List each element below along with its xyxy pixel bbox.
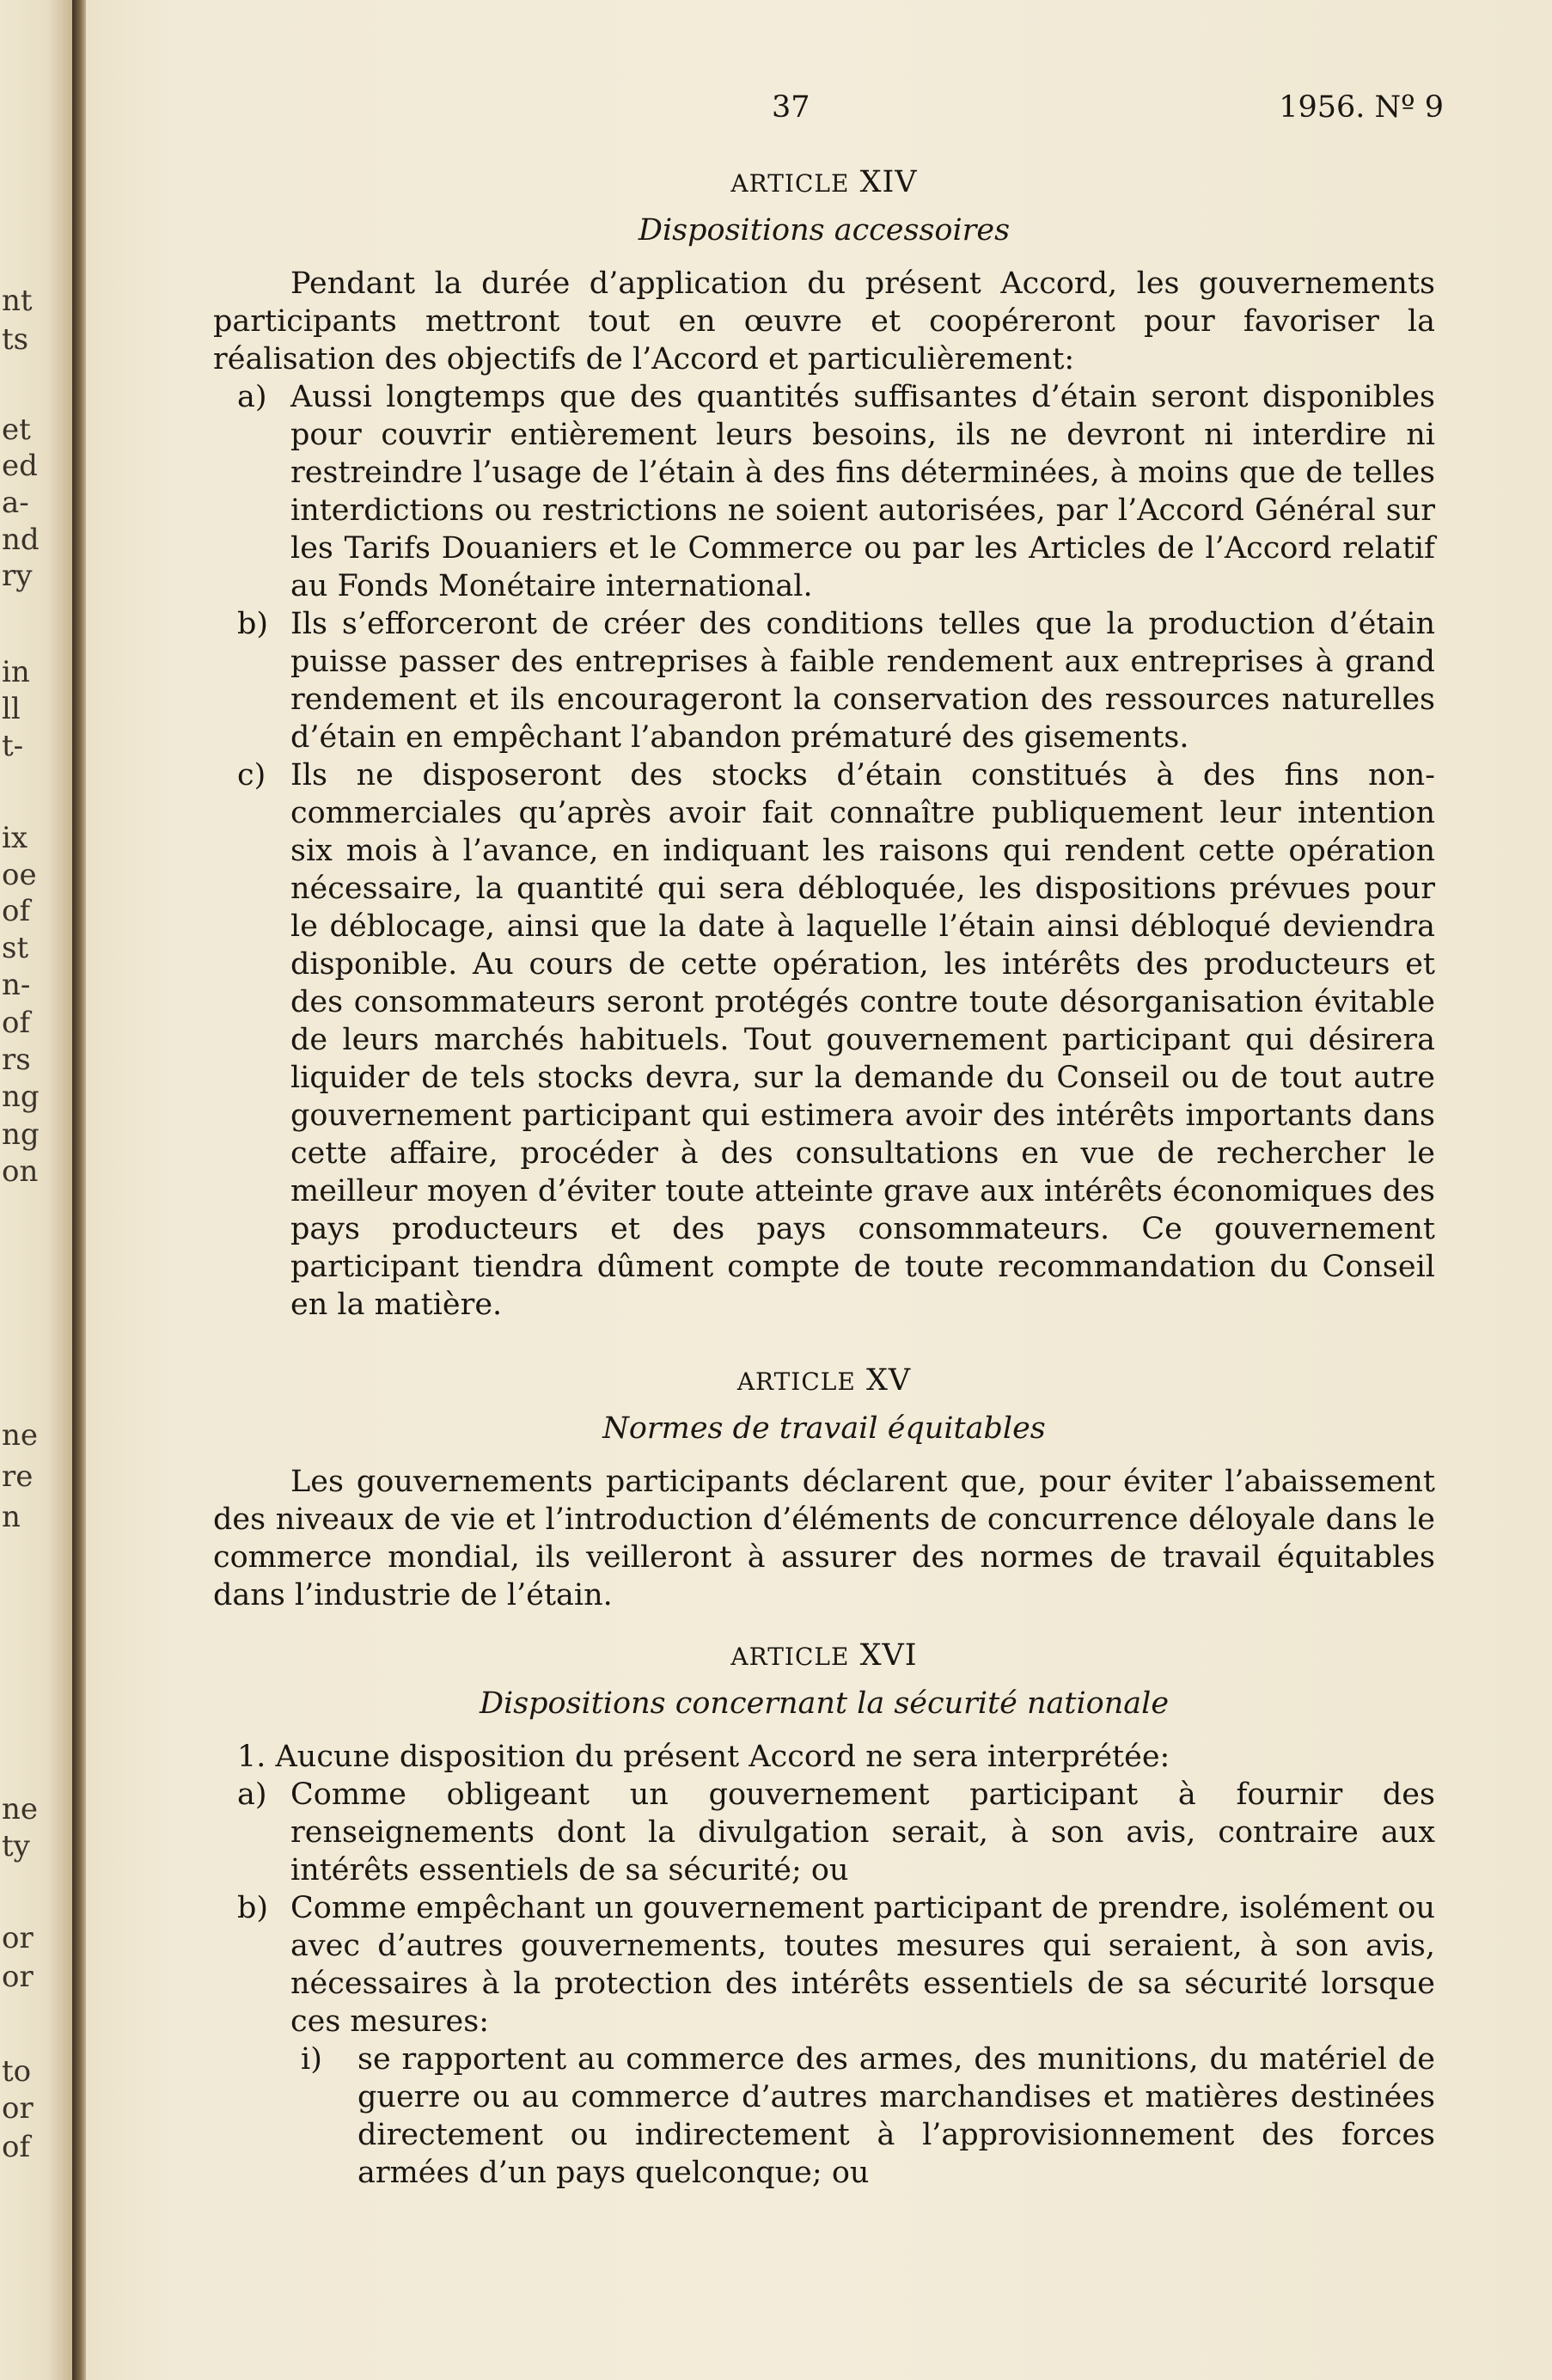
article-number: XV: [865, 1363, 912, 1398]
item-text: Ils ne disposeront des stocks d’étain constitués à des fins non-commerciales qu’après avoir fait connaître publiquement leur intention six mois à l’avance, en indiquant les raisons qui rendent cette opération nécessaire, la quantité qui sera débloquée, les dispositions prévues pour le déblocage, ainsi que la date à laquelle l’étain ainsi débloqué deviendra disponible. Au cours de cette opération, les intérêts des producteurs et des consommateurs seront protégés contre toute désorganisation évitable de leurs marchés habituels. Tout gouvernement participant qui désirera liquider de tels stocks devra, sur la demande du Conseil ou de tout autre gouvernement participant qui estimera avoir des intérêts importants dans cette affaire, procéder à des consultations en vue de rechercher le meilleur moyen d’éviter toute atteinte grave aux intérêts économiques des pays producteurs et des pays consommateurs. Ce gouvernement participant tiendra dûment compte de toute recommandation du Conseil en la matière.: [290, 758, 1435, 1322]
facing-fragment: of: [2, 894, 31, 928]
facing-fragment: re: [2, 1459, 34, 1494]
page-header: [86, 90, 1552, 133]
facing-fragment: a-: [2, 486, 29, 520]
article-subtitle: Dispositions concernant la sécurité nationale: [479, 1686, 1170, 1721]
page-number: 37: [772, 90, 810, 125]
facing-fragment: or: [2, 1921, 34, 1955]
article-word: ARTICLE: [736, 1367, 856, 1396]
list-item: [213, 605, 1435, 756]
article-subtitle: Dispositions accessoires: [638, 213, 1011, 248]
facing-fragment: ne: [2, 1792, 39, 1826]
article-number: XIV: [859, 165, 918, 199]
article-subtitle: Normes de travail équitables: [602, 1411, 1046, 1446]
document-page: [86, 0, 1552, 2380]
facing-fragment: to: [2, 2054, 32, 2089]
facing-fragment: n-: [2, 968, 31, 1002]
article-word: ARTICLE: [730, 1643, 850, 1671]
list-item: [213, 756, 1435, 1324]
numbered-paragraph: 1. Aucune disposition du présent Accord ne sera interprétée:: [237, 1740, 1170, 1774]
facing-fragment: of: [2, 2130, 31, 2164]
facing-fragment: ts: [2, 322, 29, 357]
article-xvi: [213, 1637, 1435, 2192]
facing-fragment: oe: [2, 858, 37, 892]
facing-page-edge: [0, 0, 79, 2380]
facing-fragment: rs: [2, 1043, 31, 1077]
article-xiv: [213, 163, 1435, 1324]
item-marker: b): [237, 607, 269, 641]
facing-fragment: nt: [2, 284, 33, 318]
facing-fragment: on: [2, 1154, 39, 1189]
article-heading: [213, 1637, 1435, 1676]
item-text: Aussi longtemps que des quantités suffisantes d’étain seront disponibles pour couvrir entièrement leurs besoins, ils ne devront ni interdire ni restreindre l’usage de l’étain à des fins déterminées, à moins que de telles interdictions ou restrictions ne soient autorisées, par l’Accord Général sur les Tarifs Douaniers et le Commerce ou par les Articles de l’Accord relatif au Fonds Monétaire international.: [290, 380, 1435, 603]
item-marker: i): [301, 2042, 322, 2077]
article-number: XVI: [859, 1638, 918, 1673]
facing-fragment: nd: [2, 523, 40, 557]
facing-fragment: ne: [2, 1418, 39, 1453]
article-items: [213, 378, 1435, 1324]
facing-fragment: or: [2, 1960, 34, 1994]
article-heading: [213, 163, 1435, 203]
facing-fragment: ry: [2, 559, 33, 593]
article-xv: [213, 1361, 1435, 1614]
facing-fragment: ll: [2, 692, 21, 726]
article-word: ARTICLE: [730, 169, 850, 198]
facing-fragment: ix: [2, 821, 28, 855]
list-item: [213, 1889, 1435, 2040]
issue-reference: 1956. Nº 9: [1279, 90, 1444, 125]
facing-fragment: or: [2, 2091, 34, 2126]
facing-fragment: in: [2, 655, 30, 689]
item-marker: a): [237, 1777, 267, 1812]
page-content: [213, 163, 1435, 2192]
facing-fragment: of: [2, 1006, 31, 1040]
item-marker: c): [237, 758, 266, 792]
item-text: se rapportent au commerce des armes, des munitions, du matériel de guerre ou au commerce d’autres marchandises et matières destinées directement ou indirectement à l’approvisionnement des forces armées d’un pays quelconque; ou: [357, 2042, 1435, 2190]
article-items: [213, 1776, 1435, 2192]
item-text: Comme empêchant un gouvernement participant de prendre, isolément ou avec d’autres gouvernements, toutes mesures qui seraient, à son avis, nécessaires à la protection des intérêts essentiels de sa sécurité lorsque ces mesures:: [290, 1891, 1435, 2039]
list-subitem: [213, 2040, 1435, 2192]
list-item: [213, 1776, 1435, 1889]
facing-fragment: ng: [2, 1117, 40, 1152]
facing-fragment: ty: [2, 1829, 30, 1863]
item-text: Ils s’efforceront de créer des conditions telles que la production d’étain puisse passer des entreprises à faible rendement aux entreprises à grand rendement et ils encourageront la conservation des ressources naturelles d’étain en empêchant l’abandon prématuré des gisements.: [290, 607, 1435, 755]
article-body: Les gouvernements participants déclarent que, pour éviter l’abaissement des niveaux de vie et l’introduction d’éléments de concurrence déloyale dans le commerce mondial, ils veilleront à assurer des normes de travail équitables dans l’industrie de l’étain.: [213, 1465, 1435, 1612]
facing-fragment: ed: [2, 449, 38, 483]
item-text: Comme obligeant un gouvernement participant à fournir des renseignements dont la divulgation serait, à son avis, contraire aux intérêts essentiels de sa sécurité; ou: [290, 1777, 1435, 1887]
facing-fragment: ng: [2, 1080, 40, 1114]
item-marker: a): [237, 380, 267, 414]
item-marker: b): [237, 1891, 269, 1925]
article-intro: Pendant la durée d’application du présent Accord, les gouvernements participants mettront tout en œuvre et coopéreront pour favoriser la réalisation des objectifs de l’Accord et particulièrement:: [213, 266, 1435, 376]
facing-fragment: et: [2, 413, 31, 447]
list-item: [213, 378, 1435, 605]
facing-fragment: n: [2, 1500, 21, 1534]
facing-fragment: t-: [2, 729, 24, 763]
facing-fragment: st: [2, 931, 29, 965]
article-heading: [213, 1361, 1435, 1401]
